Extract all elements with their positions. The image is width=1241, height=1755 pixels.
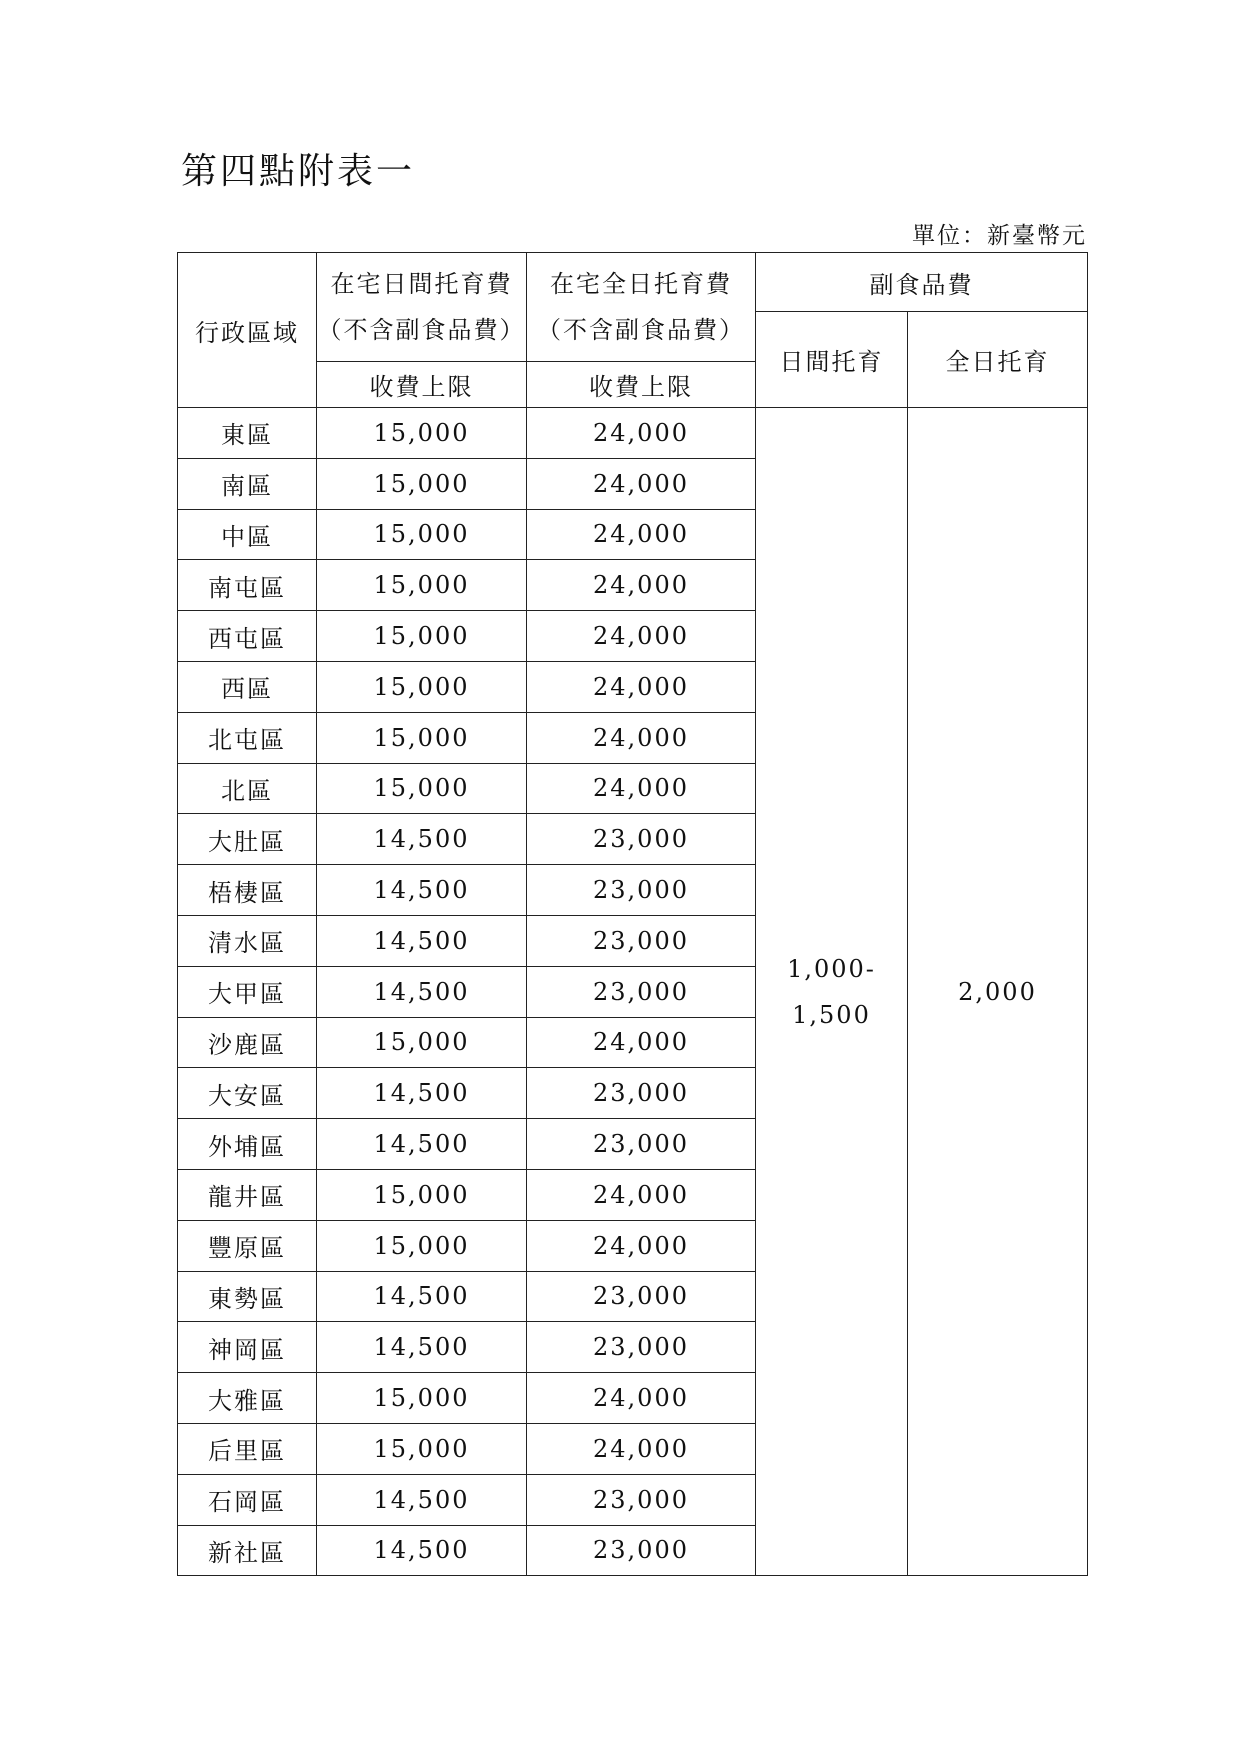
district-cell: 南屯區 (178, 560, 317, 611)
district-cell: 外埔區 (178, 1119, 317, 1170)
daytime-fee-cell: 14,500 (317, 1474, 527, 1525)
daytime-fee-cell: 14,500 (317, 865, 527, 916)
daytime-fee-cell: 14,500 (317, 915, 527, 966)
header-fullday-fee (527, 253, 756, 362)
daytime-fee-cell: 14,500 (317, 1068, 527, 1119)
district-cell: 新社區 (178, 1525, 317, 1576)
district-cell: 龍井區 (178, 1169, 317, 1220)
district-cell: 豐原區 (178, 1220, 317, 1271)
fullday-fee-cell: 24,000 (527, 458, 756, 509)
food-fullday-value: 2,000 (908, 408, 1088, 1576)
header-daytime-line2: （不含副食品費） (317, 316, 526, 344)
header-daytime-cap: 收費上限 (317, 362, 527, 408)
header-food-fee: 副食品費 (756, 253, 1088, 312)
district-cell: 大甲區 (178, 966, 317, 1017)
district-cell: 沙鹿區 (178, 1017, 317, 1068)
district-cell: 梧棲區 (178, 865, 317, 916)
daytime-fee-cell: 14,500 (317, 1119, 527, 1170)
daytime-fee-cell: 14,500 (317, 814, 527, 865)
food-daytime-line2: 1,500 (792, 1000, 871, 1029)
district-cell: 清水區 (178, 915, 317, 966)
daytime-fee-cell: 14,500 (317, 1525, 527, 1576)
district-cell: 西屯區 (178, 611, 317, 662)
fullday-fee-cell: 24,000 (527, 560, 756, 611)
daytime-fee-cell: 15,000 (317, 661, 527, 712)
page-title: 第四點附表一 (181, 151, 416, 192)
daytime-fee-cell: 15,000 (317, 763, 527, 814)
fullday-fee-cell: 23,000 (527, 1322, 756, 1373)
fullday-fee-cell: 24,000 (527, 763, 756, 814)
daytime-fee-cell: 15,000 (317, 560, 527, 611)
district-cell: 東勢區 (178, 1271, 317, 1322)
daytime-fee-cell: 15,000 (317, 458, 527, 509)
daytime-fee-cell: 15,000 (317, 509, 527, 560)
header-daytime-line1: 在宅日間托育費 (330, 270, 513, 298)
food-daytime-line1: 1,000- (787, 954, 876, 983)
fullday-fee-cell: 24,000 (527, 408, 756, 459)
daytime-fee-cell: 14,500 (317, 1322, 527, 1373)
header-daytime-fee (317, 253, 527, 362)
daytime-fee-cell: 15,000 (317, 1220, 527, 1271)
fullday-fee-cell: 23,000 (527, 814, 756, 865)
district-cell: 北屯區 (178, 712, 317, 763)
district-cell: 石岡區 (178, 1474, 317, 1525)
daytime-fee-cell: 15,000 (317, 408, 527, 459)
district-cell: 北區 (178, 763, 317, 814)
header-fullday-line1: 在宅全日托育費 (550, 270, 732, 298)
header-district: 行政區域 (178, 253, 317, 408)
fee-table (177, 252, 1088, 1576)
fullday-fee-cell: 24,000 (527, 1017, 756, 1068)
fullday-fee-cell: 23,000 (527, 1271, 756, 1322)
fullday-fee-cell: 23,000 (527, 915, 756, 966)
fullday-fee-cell: 24,000 (527, 509, 756, 560)
district-cell: 后里區 (178, 1423, 317, 1474)
fullday-fee-cell: 24,000 (527, 1220, 756, 1271)
fullday-fee-cell: 23,000 (527, 1068, 756, 1119)
district-cell: 神岡區 (178, 1322, 317, 1373)
fullday-fee-cell: 24,000 (527, 611, 756, 662)
header-food-fullday: 全日托育 (908, 312, 1088, 408)
fullday-fee-cell: 23,000 (527, 1525, 756, 1576)
fullday-fee-cell: 24,000 (527, 712, 756, 763)
fullday-fee-cell: 23,000 (527, 966, 756, 1017)
header-food-daytime: 日間托育 (756, 312, 908, 408)
daytime-fee-cell: 15,000 (317, 1017, 527, 1068)
district-cell: 南區 (178, 458, 317, 509)
daytime-fee-cell: 15,000 (317, 1169, 527, 1220)
unit-label: 單位：新臺幣元 (912, 223, 1087, 249)
daytime-fee-cell: 15,000 (317, 1423, 527, 1474)
daytime-fee-cell: 15,000 (317, 611, 527, 662)
district-cell: 東區 (178, 408, 317, 459)
header-fullday-cap: 收費上限 (527, 362, 756, 408)
daytime-fee-cell: 15,000 (317, 712, 527, 763)
district-cell: 中區 (178, 509, 317, 560)
fullday-fee-cell: 24,000 (527, 1423, 756, 1474)
district-cell: 大肚區 (178, 814, 317, 865)
food-daytime-value (756, 408, 908, 1576)
district-cell: 大雅區 (178, 1373, 317, 1424)
header-fullday-line2: （不含副食品費） (537, 316, 745, 344)
daytime-fee-cell: 14,500 (317, 966, 527, 1017)
table-row (178, 408, 1088, 459)
district-cell: 西區 (178, 661, 317, 712)
fullday-fee-cell: 23,000 (527, 1474, 756, 1525)
daytime-fee-cell: 14,500 (317, 1271, 527, 1322)
fullday-fee-cell: 23,000 (527, 1119, 756, 1170)
daytime-fee-cell: 15,000 (317, 1373, 527, 1424)
fullday-fee-cell: 24,000 (527, 661, 756, 712)
district-cell: 大安區 (178, 1068, 317, 1119)
fullday-fee-cell: 24,000 (527, 1169, 756, 1220)
fullday-fee-cell: 23,000 (527, 865, 756, 916)
fullday-fee-cell: 24,000 (527, 1373, 756, 1424)
